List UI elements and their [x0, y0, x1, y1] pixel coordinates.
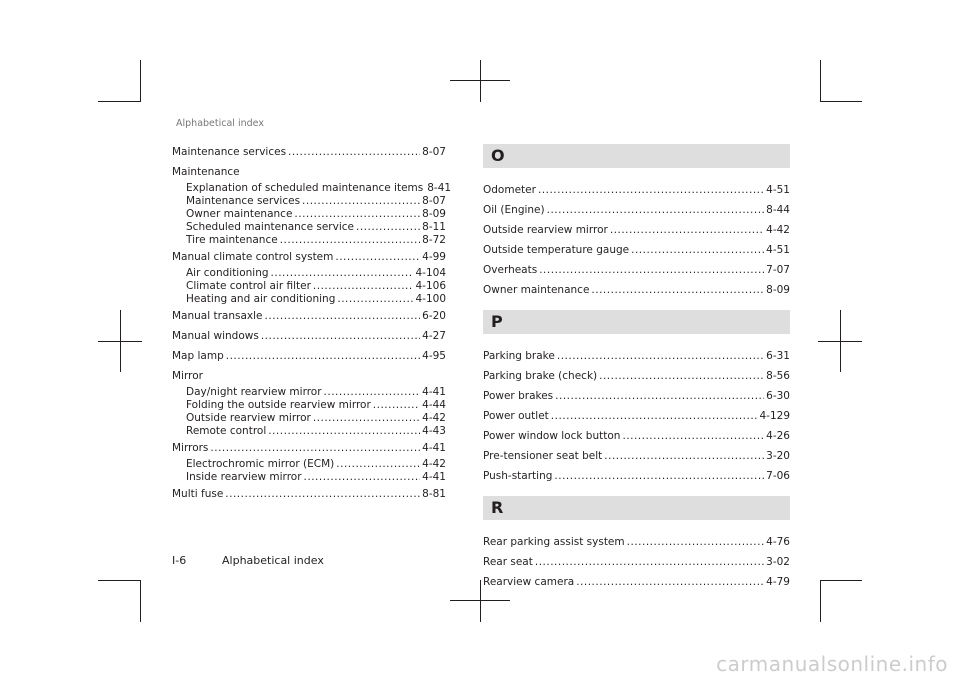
entry-label: Odometer [483, 184, 536, 196]
dot-leader [555, 386, 764, 406]
crop-mark [820, 580, 821, 622]
index-subentry [172, 399, 446, 412]
index-subentry [172, 412, 446, 425]
index-entry [172, 142, 446, 162]
entry-page: 4-44 [422, 399, 446, 411]
dot-leader [336, 458, 420, 471]
index-subentry [172, 208, 446, 221]
index-entry [483, 446, 790, 466]
dot-leader [356, 221, 420, 234]
entry-page: 4-106 [415, 280, 446, 292]
index-subentry [172, 221, 446, 234]
index-subentry [172, 182, 452, 195]
dot-leader [576, 572, 764, 592]
entry-label: Explanation of scheduled maintenance items [186, 182, 424, 194]
entry-page: 8-07 [422, 146, 446, 158]
dot-leader [268, 425, 420, 438]
entry-label: Tire maintenance [186, 234, 278, 246]
index-entry [483, 240, 790, 260]
section-letter-header: P [483, 310, 790, 334]
entry-label: Heating and air conditioning [186, 293, 336, 305]
dot-leader [324, 386, 421, 399]
dot-leader [631, 240, 764, 260]
dot-leader [226, 346, 420, 366]
crop-mark [140, 60, 141, 102]
dot-leader [554, 466, 764, 486]
index-subentry [172, 386, 446, 399]
entry-page: 8-72 [422, 234, 446, 246]
dot-leader [271, 267, 414, 280]
entry-page: 3-20 [766, 450, 790, 462]
dot-leader [313, 280, 414, 293]
dot-leader [547, 200, 765, 220]
entry-page: 4-42 [422, 412, 446, 424]
index-entry [172, 326, 446, 346]
index-entry [483, 406, 790, 426]
entry-page: 4-79 [766, 576, 790, 588]
index-entry [483, 346, 790, 366]
footer-title: Alphabetical index [222, 554, 324, 567]
crop-mark [450, 80, 510, 81]
entry-page: 8-81 [422, 488, 446, 500]
entry-label: Manual transaxle [172, 310, 263, 322]
dot-leader [538, 180, 764, 200]
dot-leader [373, 399, 420, 412]
entry-page: 8-09 [422, 208, 446, 220]
crop-mark [820, 580, 862, 581]
crop-mark [140, 580, 141, 622]
dot-leader [280, 234, 420, 247]
index-entry [483, 260, 790, 280]
index-entry [483, 180, 790, 200]
dot-leader [288, 142, 420, 162]
entry-page: 7-07 [766, 264, 790, 276]
index-entry [172, 306, 446, 326]
index-entry [483, 532, 790, 552]
index-subentry [172, 280, 446, 293]
dot-leader [304, 471, 421, 484]
dot-leader [337, 293, 413, 306]
index-column-left [172, 142, 452, 504]
entry-label: Remote control [186, 425, 267, 437]
dot-leader [265, 306, 421, 326]
entry-label: Folding the outside rearview mirror [186, 399, 371, 411]
entry-label: Electrochromic mirror (ECM) [186, 458, 335, 470]
index-subentry [172, 195, 446, 208]
entry-label: Oil (Engine) [483, 204, 545, 216]
entry-page: 8-44 [766, 204, 790, 216]
crop-mark [480, 580, 481, 622]
running-header: Alphabetical index [176, 118, 264, 129]
index-entry [172, 346, 446, 366]
entry-label: Owner maintenance [186, 208, 293, 220]
index-entry [483, 552, 790, 572]
index-entry [483, 366, 790, 386]
dot-leader [557, 346, 764, 366]
entry-page: 6-20 [422, 310, 446, 322]
entry-label: Manual windows [172, 330, 259, 342]
dot-leader [225, 484, 420, 504]
index-entry [483, 280, 790, 300]
entry-page: 4-42 [422, 458, 446, 470]
index-entry [483, 572, 790, 592]
dot-leader [599, 366, 764, 386]
index-subentry [172, 471, 446, 484]
entry-label: Push-starting [483, 470, 553, 482]
entry-label: Air conditioning [186, 267, 269, 279]
index-entry [172, 484, 446, 504]
entry-page: 8-56 [766, 370, 790, 382]
entry-label: Maintenance services [186, 195, 301, 207]
entry-page: 8-11 [422, 221, 446, 233]
crop-mark [98, 580, 140, 581]
crop-mark [480, 60, 481, 102]
dot-leader [210, 438, 420, 458]
entry-label: Multi fuse [172, 488, 224, 500]
entry-page: 4-41 [422, 386, 446, 398]
entry-label: Day/night rearview mirror [186, 386, 322, 398]
index-entry [483, 466, 790, 486]
entry-page: 8-07 [422, 195, 446, 207]
entry-label: Pre-tensioner seat belt [483, 450, 603, 462]
entry-page: 4-100 [415, 293, 446, 305]
entry-label: Climate control air filter [186, 280, 311, 292]
entry-label: Power window lock button [483, 430, 621, 442]
dot-leader [591, 280, 764, 300]
index-entry [172, 247, 446, 267]
dot-leader [539, 260, 764, 280]
section-letter-header: R [483, 496, 790, 520]
entry-label: Rearview camera [483, 576, 575, 588]
entry-label: Mirror [172, 370, 203, 382]
index-subentry [172, 234, 446, 247]
entry-page: 4-99 [422, 251, 446, 263]
crop-mark [98, 101, 140, 102]
crop-mark [818, 341, 862, 342]
section-letter-header: O [483, 144, 790, 168]
entry-page: 6-30 [766, 390, 790, 402]
index-subentry [172, 267, 446, 280]
crop-mark [98, 341, 142, 342]
dot-leader [627, 532, 765, 552]
entry-label: Power outlet [483, 410, 549, 422]
index-entry [483, 386, 790, 406]
entry-page: 4-41 [422, 442, 446, 454]
entry-page: 4-129 [759, 410, 790, 422]
index-entry [172, 438, 446, 458]
entry-label: Parking brake (check) [483, 370, 598, 382]
entry-page: 4-27 [422, 330, 446, 342]
index-column-right [483, 144, 790, 592]
watermark: carmanualsonline.info [716, 652, 948, 676]
dot-leader [294, 208, 420, 221]
entry-page: 4-43 [422, 425, 446, 437]
entry-label: Outside rearview mirror [483, 224, 608, 236]
entry-page: 4-76 [766, 536, 790, 548]
entry-page: 6-31 [766, 350, 790, 362]
index-subentry [172, 458, 446, 471]
entry-label: Outside rearview mirror [186, 412, 311, 424]
crop-mark [820, 101, 862, 102]
entry-page: 4-42 [766, 224, 790, 236]
index-entry [172, 162, 446, 182]
entry-page: 7-06 [766, 470, 790, 482]
index-entry [483, 200, 790, 220]
page-number: I-6 [172, 554, 187, 567]
entry-label: Manual climate control system [172, 251, 334, 263]
entry-page: 8-41 [427, 182, 452, 194]
dot-leader [261, 326, 420, 346]
entry-label: Rear parking assist system [483, 536, 625, 548]
dot-leader [610, 220, 764, 240]
entry-label: Mirrors [172, 442, 209, 454]
dot-leader [313, 412, 420, 425]
entry-page: 4-26 [766, 430, 790, 442]
entry-label: Inside rearview mirror [186, 471, 302, 483]
dot-leader [604, 446, 764, 466]
entry-page: 4-104 [415, 267, 446, 279]
entry-page: 4-41 [422, 471, 446, 483]
dot-leader [551, 406, 758, 426]
index-entry [483, 220, 790, 240]
dot-leader [622, 426, 764, 446]
dot-leader [335, 247, 420, 267]
index-entry [483, 426, 790, 446]
dot-leader [302, 195, 420, 208]
entry-label: Scheduled maintenance service [186, 221, 354, 233]
entry-label: Power brakes [483, 390, 554, 402]
crop-mark [450, 600, 510, 601]
entry-label: Owner maintenance [483, 284, 590, 296]
entry-label: Maintenance services [172, 146, 287, 158]
index-subentry [172, 425, 446, 438]
entry-label: Overheats [483, 264, 538, 276]
index-subentry [172, 293, 446, 306]
dot-leader [535, 552, 764, 572]
entry-label: Maintenance [172, 166, 240, 178]
entry-label: Parking brake [483, 350, 555, 362]
entry-page: 3-02 [766, 556, 790, 568]
entry-page: 8-09 [766, 284, 790, 296]
entry-label: Rear seat [483, 556, 533, 568]
entry-label: Outside temperature gauge [483, 244, 630, 256]
entry-page: 4-95 [422, 350, 446, 362]
entry-page: 4-51 [766, 184, 790, 196]
crop-mark [820, 60, 821, 102]
index-entry [172, 366, 446, 386]
entry-label: Map lamp [172, 350, 224, 362]
entry-page: 4-51 [766, 244, 790, 256]
